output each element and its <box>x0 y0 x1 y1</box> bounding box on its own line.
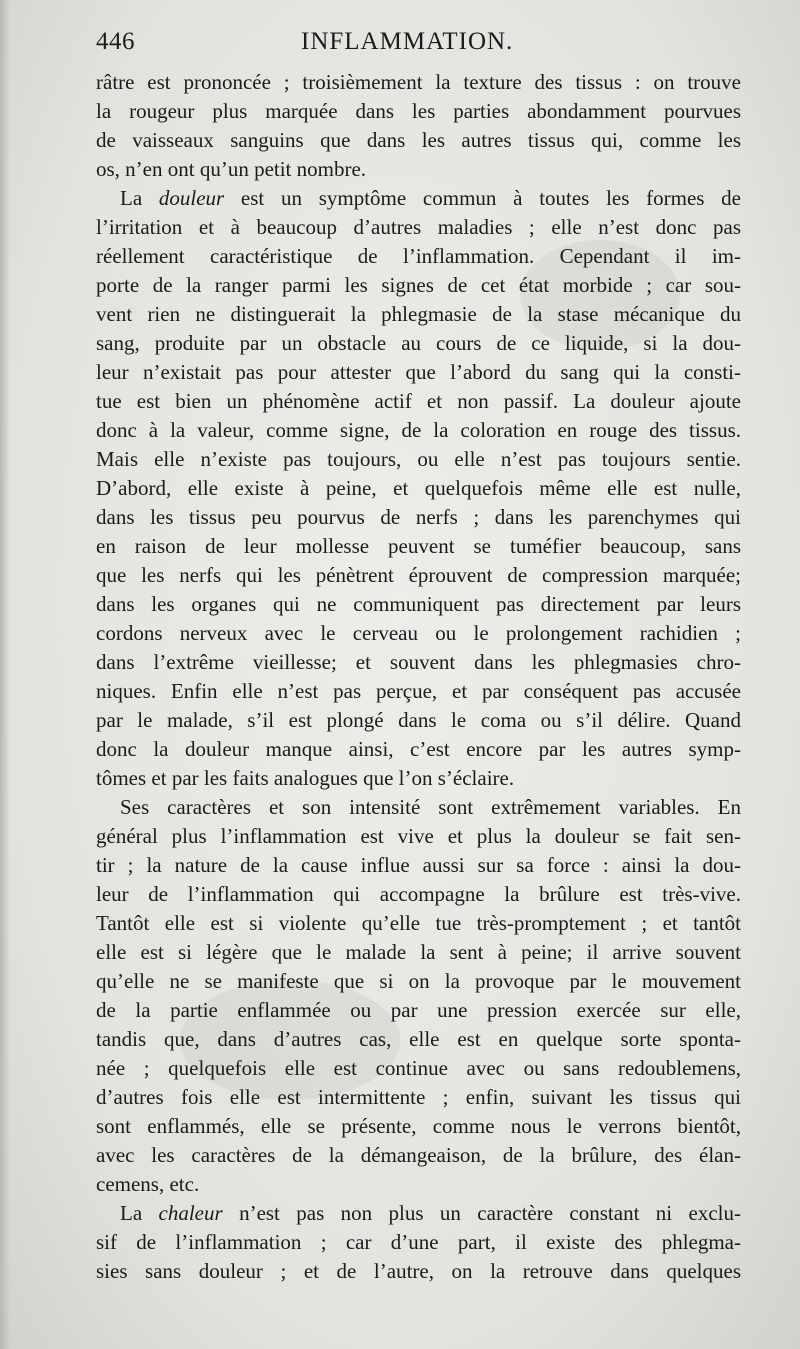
text-line: cordons nerveux avec le cerveau ou le prolongement rachidien ; <box>96 621 741 645</box>
text-line: dans les organes qui ne communiquent pas directement par leurs <box>96 592 741 616</box>
text-line: en raison de leur mollesse peuvent se tuméfier beaucoup, sans <box>96 534 741 558</box>
text-line: râtre est prononcée ; troisièmement la texture des tissus : on trouve <box>96 70 741 94</box>
text-line: tômes et par les faits analogues que l’on s’éclaire. <box>96 766 515 790</box>
text-line: leur de l’inflammation qui accompagne la brûlure est très-vive. <box>96 882 741 906</box>
text-line: la rougeur plus marquée dans les parties abondamment pourvues <box>96 99 741 123</box>
text-line: sies sans douleur ; et de l’autre, on la retrouve dans quelques <box>96 1259 741 1283</box>
text-line: avec les caractères de la démangeaison, de la brûlure, des élan- <box>96 1143 741 1167</box>
text-line: leur n’existait pas pour attester que l’abord du sang qui la consti- <box>96 360 741 384</box>
text-line: sif de l’inflammation ; car d’une part, il existe des phlegma- <box>96 1230 741 1254</box>
text-line: général plus l’inflammation est vive et plus la douleur se fait sen- <box>96 824 741 848</box>
text-line: que les nerfs qui les pénètrent éprouvent de compression marquée; <box>96 563 741 587</box>
running-head: INFLAMMATION. <box>301 28 514 55</box>
text-line: vent rien ne distinguerait la phlegmasie de la stase mécanique du <box>96 302 741 326</box>
text-line: donc à la valeur, comme signe, de la coloration en rouge des tissus. <box>96 418 741 442</box>
text-line: os, n’en ont qu’un petit nombre. <box>96 157 367 181</box>
text-line: sont enflammés, elle se présente, comme nous le verrons bientôt, <box>96 1114 741 1138</box>
text-line: niques. Enfin elle n’est pas perçue, et par conséquent pas accusée <box>96 679 741 703</box>
text-line: porte de la ranger parmi les signes de cet état morbide ; car sou- <box>96 273 741 297</box>
page-header <box>96 28 726 64</box>
text-line: Ses caractères et son intensité sont extrêmement variables. En <box>120 795 741 819</box>
text-line: par le malade, s’il est plongé dans le coma ou s’il délire. Quand <box>96 708 741 732</box>
text-line: La chaleur n’est pas non plus un caractère constant ni exclu- <box>120 1201 741 1225</box>
text-line: qu’elle ne se manifeste que si on la provoque par le mouvement <box>96 969 741 993</box>
text-line: dans les tissus peu pourvus de nerfs ; dans les parenchymes qui <box>96 505 741 529</box>
text-line: née ; quelquefois elle est continue avec ou sans redoublemens, <box>96 1056 741 1080</box>
text-line: cemens, etc. <box>96 1172 200 1196</box>
text-line: l’irritation et à beaucoup d’autres maladies ; elle n’est donc pas <box>96 215 741 239</box>
text-line: Tantôt elle est si violente qu’elle tue très-promptement ; et tantôt <box>96 911 741 935</box>
text-line: dans l’extrême vieillesse; et souvent dans les phlegmasies chro- <box>96 650 741 674</box>
text-line: réellement caractéristique de l’inflammation. Cependant il im- <box>96 244 741 268</box>
page-number: 446 <box>96 28 135 55</box>
text-line: tir ; la nature de la cause influe aussi sur sa force : ainsi la dou- <box>96 853 741 877</box>
text-line: Mais elle n’existe pas toujours, ou elle n’est pas toujours sentie. <box>96 447 741 471</box>
text-line: tue est bien un phénomène actif et non passif. La douleur ajoute <box>96 389 741 413</box>
text-line: La douleur est un symptôme commun à toutes les formes de <box>120 186 741 210</box>
text-line: d’autres fois elle est intermittente ; enfin, suivant les tissus qui <box>96 1085 741 1109</box>
text-line: tandis que, dans d’autres cas, elle est en quelque sorte sponta- <box>96 1027 741 1051</box>
body-text <box>96 68 741 1286</box>
text-line: de la partie enflammée ou par une pression exercée sur elle, <box>96 998 741 1022</box>
text-line: donc la douleur manque ainsi, c’est encore par les autres symp- <box>96 737 741 761</box>
text-line: elle est si légère que le malade la sent à peine; il arrive souvent <box>96 940 741 964</box>
text-line: D’abord, elle existe à peine, et quelquefois même elle est nulle, <box>96 476 741 500</box>
text-line: sang, produite par un obstacle au cours de ce liquide, si la dou- <box>96 331 741 355</box>
text-line: de vaisseaux sanguins que dans les autres tissus qui, comme les <box>96 128 741 152</box>
